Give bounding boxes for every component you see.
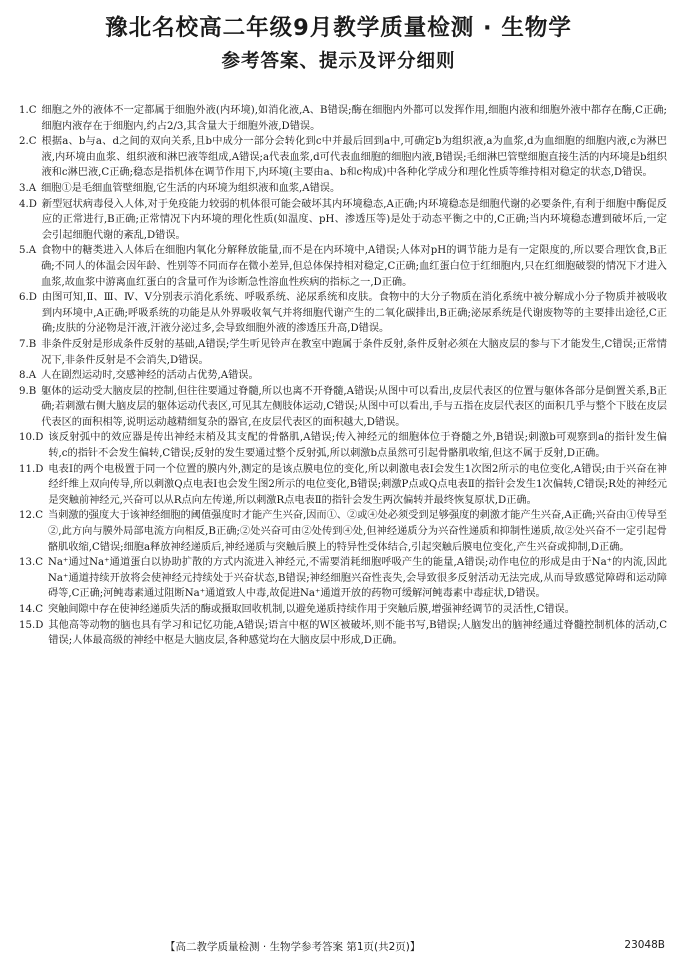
answer-item <box>19 384 667 431</box>
answer-list <box>19 103 667 649</box>
answer-item <box>19 181 667 197</box>
answer-explanation: Na⁺通过Na⁺通道蛋白以协助扩散的方式内流进入神经元,不需要消耗细胞呼吸产生的能量,A错误;动作电位的形成是由于Na⁺的内流,因此Na⁺通道持续开放将会使神经元持续处于兴奋状态,B错误;神经细胞兴奋性丧失,会导致很多反射活动无法完成,从而导致感觉障碍和运动障碍等,C正确;河鲀毒素通过阻断Na⁺通道致人中毒,故促进Na⁺通道开放的药物可缓解河鲀毒素中毒症状,D错误。 <box>48 557 667 600</box>
answer-explanation: 食物中的糖类进入人体后在细胞内氧化分解释放能量,而不是在内环境中,A错误;人体对pH的调节能力是有一定限度的,所以要合理饮食,B正确;不同人的体温会因年龄、性别等不同而存在微小差异,但总体保持相对稳定,C正确;血红蛋白位于红细胞内,只在红细胞破裂的情况下才进入血浆,故血浆中游离血红蛋白的含量可作为诊断急性溶血性疾病的指标之一,D正确。 <box>41 245 667 288</box>
answer-number: 15.D <box>19 619 44 631</box>
answer-number: 11.D <box>19 463 44 475</box>
answer-explanation: 细胞①是毛细血管壁细胞,它生活的内环境为组织液和血浆,A错误。 <box>41 182 341 194</box>
page-subtitle: 参考答案、提示及评分细则 <box>221 51 456 72</box>
answer-item <box>19 602 667 618</box>
answer-explanation: 新型冠状病毒侵入人体,对于免疫能力较弱的机体很可能会破坏其内环境稳态,A正确;内环境稳态是细胞代谢的必要条件,有利于细胞中酶促反应的正常进行,B正确;正常情况下内环境的理化性质(如温度、pH、渗透压等)是处于动态平衡之中的,C正确;当内环境稳态遭到破坏后,一定会引起细胞代谢的紊乱,D错误。 <box>41 198 667 241</box>
answer-item <box>19 103 667 134</box>
page-footer: 【高二教学质量检测 · 生物学参考答案 第1页(共2页)】 <box>165 941 421 953</box>
answer-explanation: 非条件反射是形成条件反射的基础,A错误;学生听见铃声在教室中跑属于条件反射,条件反射必须在大脑皮层的参与下才能发生,C错误;正常情况下,非条件反射是不会消失,D错误。 <box>41 338 667 366</box>
answer-explanation: 该反射弧中的效应器是传出神经末梢及其支配的骨骼肌,A错误;传入神经元的细胞体位于脊髓之外,B错误;刺激b可观察到a的指针发生偏转,c的指针不会发生偏转,C错误;反射的发生要通过整个反射弧,所以刺激b点虽然可引起骨骼肌收缩,但这不属于反射,D正确。 <box>48 432 667 460</box>
answer-number: 10.D <box>19 432 44 444</box>
page-title: 豫北名校高二年级9月教学质量检测 · 生物学 <box>105 15 572 41</box>
answer-number: 2.C <box>19 136 37 148</box>
answer-number: 6.D <box>19 292 37 304</box>
answer-number: 3.A <box>19 182 37 194</box>
answer-explanation: 躯体的运动受大脑皮层的控制,但往往要通过脊髓,所以也离不开脊髓,A错误;从图中可以看出,皮层代表区的位置与躯体各部分是倒置关系,B正确;若刺激右侧大脑皮层的躯体运动代表区,可见其左侧肢体运动,C错误;从图中可以看出,手与五指在皮层代表区的面积几乎与整个下肢在皮层代表区的面积相等,说明运动越精细复杂的器官,在皮层代表区的面积越大,D错误。 <box>41 385 667 428</box>
answer-explanation: 其他高等动物的脑也具有学习和记忆功能,A错误;语言中枢的W区被破坏,则不能书写,B错误;人脑发出的脑神经通过脊髓控制机体的活动,C错误;人体最高级的神经中枢是大脑皮层,各种感觉均在大脑皮层中形成,D正确。 <box>48 619 667 647</box>
answer-number: 12.C <box>19 510 43 522</box>
answer-number: 5.A <box>19 245 37 257</box>
answer-number: 7.B <box>19 338 37 350</box>
answer-item <box>19 555 667 602</box>
answer-item <box>19 197 667 244</box>
answer-item <box>19 462 667 509</box>
answer-item <box>19 430 667 461</box>
answer-explanation: 人在剧烈运动时,交感神经的活动占优势,A错误。 <box>41 370 259 382</box>
answer-explanation: 当刺激的强度大于该神经细胞的阈值强度时才能产生兴奋,因而①、②或④处必须受到足够强度的刺激才能产生兴奋,A正确;兴奋由①传导至②,此方向与膜外局部电流方向相反,B正确;②处兴奋可由②处传到④处,但神经递质分为兴奋性递质和抑制性递质,故②处兴奋不一定引起骨骼肌收缩,C错误;细胞a释放神经递质后,神经递质与突触后膜上的特异性受体结合,引起突触后膜电位变化,产生兴奋或抑制,D正确。 <box>48 510 667 553</box>
answer-number: 13.C <box>19 557 43 569</box>
answer-number: 8.A <box>19 370 37 382</box>
answer-explanation: 电表Ⅰ的两个电极置于同一个位置的膜内外,测定的是该点膜电位的变化,所以刺激电表Ⅰ会发生1次图2所示的电位变化,A错误;由于兴奋在神经纤维上双向传导,所以刺激Q点电表Ⅰ也会发生图2所示的电位变化,B错误;刺激P点或Q点电表Ⅱ的指针会发生1次偏转,C错误;R处的神经元是突触前神经元,兴奋可以从R点向左传递,所以刺激R点电表Ⅱ的指针会发生两次偏转并最终恢复原状,D正确。 <box>48 463 667 506</box>
answer-explanation: 细胞之外的液体不一定都属于细胞外液(内环境),如消化液,A、B错误;酶在细胞内外都可以发挥作用,细胞内液和细胞外液中都存在酶,C正确;细胞内液存在于细胞内,约占2/3,其含量大于细胞外液,D错误。 <box>41 105 667 132</box>
document-code: 23048B <box>624 939 665 951</box>
answer-explanation: 根据a、b与a、d之间的双向关系,且b中成分一部分会转化到c中并最后回到a中,可确定b为组织液,a为血浆,d为血细胞的细胞内液,c为淋巴液,内环境由血浆、组织液和淋巴液等组成,A错误;a代表血浆,d可代表血细胞的细胞内液,B错误;毛细淋巴管壁细胞直接生活的内环境是b组织液和c淋巴液,C正确;稳态是指机体在调节作用下,内环境(主要由a、b和c构成)中各种化学成分和理化性质等维持相对稳定的状态,D错误。 <box>41 136 667 179</box>
answer-item <box>19 243 667 290</box>
answer-explanation: 由图可知,Ⅱ、Ⅲ、Ⅳ、Ⅴ分别表示消化系统、呼吸系统、泌尿系统和皮肤。食物中的大分子物质在消化系统中被分解成小分子物质并被吸收到内环境中,A正确;呼吸系统的功能是从外界吸收氧气并将细胞代谢产生的二氧化碳排出,B正确;泌尿系统是代谢废物等的主要排出途径,C正确;皮肤的分泌物是汗液,汗液分泌过多,会导致细胞外液的渗透压升高,D错误。 <box>41 292 667 335</box>
answer-number: 9.B <box>19 385 37 397</box>
answer-item <box>19 618 667 649</box>
answer-number: 14.C <box>19 604 43 615</box>
answer-item <box>19 290 667 337</box>
answer-item <box>19 134 667 181</box>
answer-number: 4.D <box>19 198 37 210</box>
answer-item <box>19 337 667 368</box>
answer-number: 1.C <box>19 105 37 116</box>
answer-explanation: 突触间隙中存在使神经递质失活的酶或摄取回收机制,以避免递质持续作用于突触后膜,增强神经调节的灵活性,C错误。 <box>48 604 575 615</box>
answer-item <box>19 368 667 384</box>
answer-item <box>19 508 667 555</box>
